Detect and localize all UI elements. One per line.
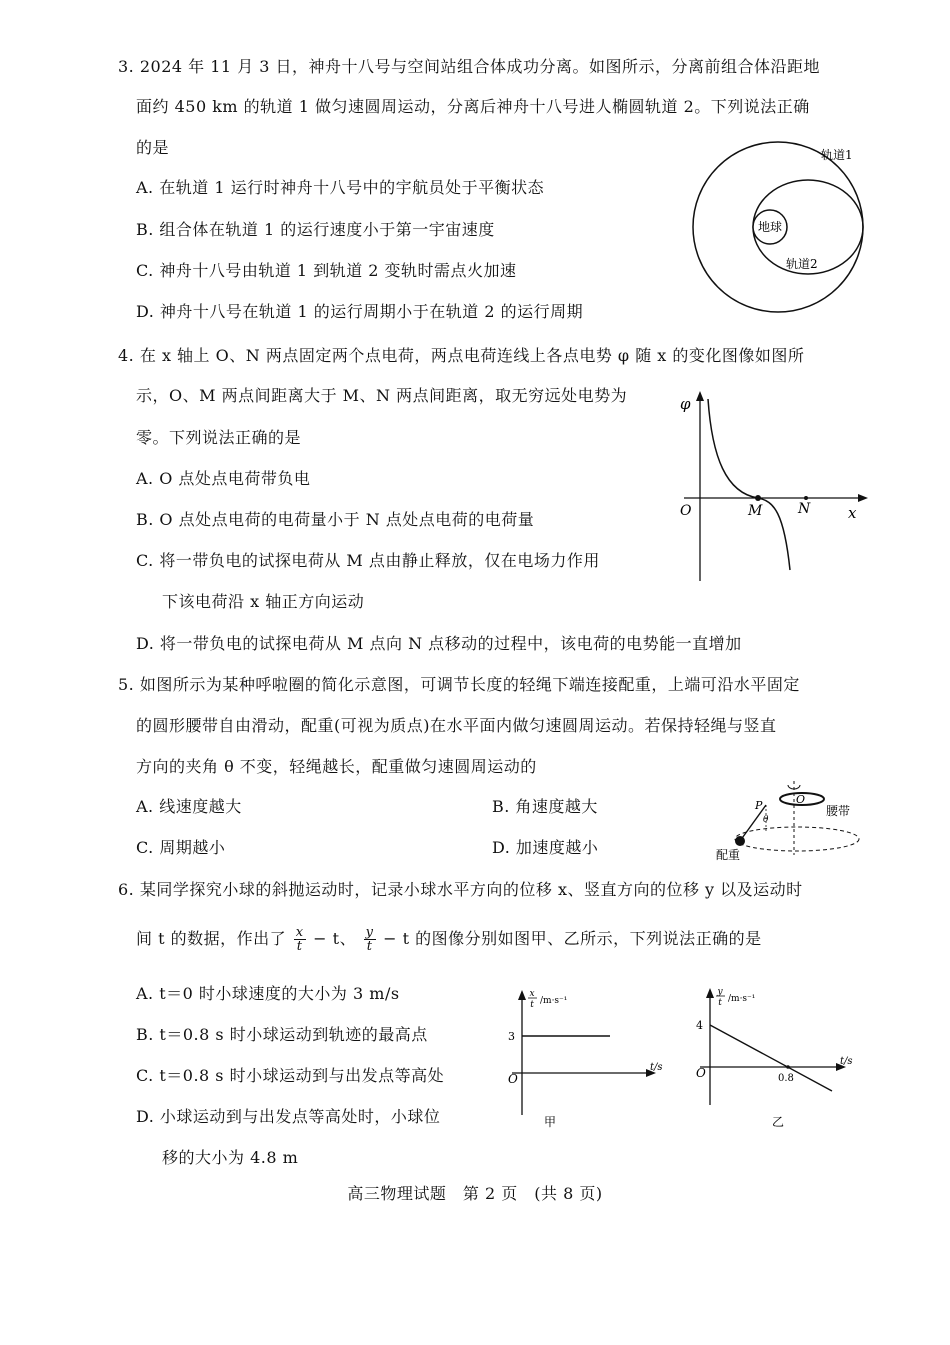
yi-series-line — [710, 1025, 832, 1091]
fraction-y-over-t — [364, 926, 376, 953]
frac2-num: y — [365, 925, 374, 940]
phi-axis-arrow — [696, 391, 704, 401]
q6-line1: 6. 某同学探究小球的斜抛运动时，记录小球水平方向的位移 x、竖直方向的位移 y 以及运动时 — [118, 880, 803, 899]
graph-jia — [500, 980, 680, 1130]
yi-title: 乙 — [772, 1115, 785, 1129]
point-m — [755, 495, 761, 501]
yi-ylabel-den: t — [718, 998, 722, 1008]
q5-line3: 方向的夹角 θ 不变，轻绳越长，配重做匀速圆周运动的 — [136, 757, 537, 776]
orbit-diagram — [690, 135, 880, 315]
yi-t-label: t/s — [840, 1056, 853, 1067]
yi-y-arrow — [706, 988, 714, 998]
q6-option-c: C. t＝0.8 s 时小球运动到与出发点等高处 — [136, 1066, 445, 1085]
x-label: x — [848, 504, 857, 522]
q4-option-b: B. O 点处点电荷的电荷量小于 N 点处点电荷的电荷量 — [136, 510, 535, 529]
q4-option-c-line1: C. 将一带负电的试探电荷从 M 点由静止释放，仅在电场力作用 — [136, 551, 600, 570]
fraction-x-over-t — [294, 926, 306, 953]
theta-label: θ — [763, 815, 769, 825]
page-footer: 高三物理试题 第 2 页 (共 8 页) — [347, 1184, 603, 1203]
q5-line1: 5. 如图所示为某种呼啦圈的简化示意图，可调节长度的轻绳下端连接配重，上端可沿水平固定 — [118, 675, 800, 694]
jia-yunit: /m·s⁻¹ — [540, 996, 568, 1006]
q5-option-a: A. 线速度越大 — [136, 797, 242, 816]
q4-line2: 示，O、M 两点间距离大于 M、N 两点间距离，取无穷远处电势为 — [136, 386, 628, 405]
q3-option-a: A. 在轨道 1 运行时神舟十八号中的宇航员处于平衡状态 — [136, 178, 545, 197]
q4-option-c-line2: 下该电荷沿 x 轴正方向运动 — [162, 592, 365, 611]
weight-circle-path — [735, 827, 859, 851]
q6-option-d-line2: 移的大小为 4.8 m — [162, 1148, 299, 1167]
q6-option-d-line1: D. 小球运动到与出发点等高处时，小球位 — [136, 1107, 441, 1126]
potential-graph — [672, 385, 872, 585]
yi-zero-crossing — [786, 1065, 790, 1069]
jia-ylabel-num: x — [529, 989, 535, 999]
q6-line2 — [136, 926, 762, 953]
x-axis-arrow — [858, 494, 868, 502]
phi-label: φ — [680, 395, 691, 413]
q4-option-a: A. O 点处点电荷带负电 — [136, 469, 311, 488]
frac1-den: t — [296, 939, 303, 954]
earth-label: 地球 — [757, 220, 783, 234]
jia-origin: O — [508, 1072, 518, 1086]
q6-line2-post: − t 的图像分别如图甲、乙所示，下列说法正确的是 — [383, 929, 762, 948]
jia-value-3: 3 — [508, 1030, 515, 1043]
q3-line2: 面约 450 km 的轨道 1 做匀速圆周运动，分离后神舟十八号进人椭圆轨道 2。下列说法正确 — [136, 97, 810, 116]
yi-yunit: /m·s⁻¹ — [728, 994, 756, 1004]
q3-line1: 3. 2024 年 11 月 3 日，神舟十八号与空间站组合体成功分离。如图所示，分离前组合体沿距地 — [118, 57, 821, 76]
jia-ylabel-den: t — [530, 1000, 534, 1010]
frac1-num: x — [295, 925, 304, 940]
q4-line3: 零。下列说法正确的是 — [136, 428, 302, 447]
yi-origin: O — [696, 1066, 706, 1080]
o-label: O — [796, 793, 806, 806]
jia-y-arrow — [518, 990, 526, 1000]
q5-option-c: C. 周期越小 — [136, 838, 226, 857]
q6-line2-pre: 间 t 的数据，作出了 — [136, 929, 287, 948]
n-label: N — [798, 501, 811, 517]
q4-line1: 4. 在 x 轴上 O、N 两点固定两个点电荷，两点电荷连线上各点电势 φ 随 x 的变化图像如图所 — [118, 346, 805, 365]
q5-option-d: D. 加速度越小 — [492, 838, 599, 857]
q6-line2-mid: − t、 — [313, 929, 357, 948]
weight-label: 配重 — [716, 848, 741, 862]
q5-line2: 的圆形腰带自由滑动，配重(可视为质点)在水平面内做匀速圆周运动。若保持轻绳与竖直 — [136, 716, 777, 735]
q3-line3: 的是 — [136, 138, 170, 157]
potential-curve — [708, 399, 790, 570]
hula-hoop-diagram — [712, 775, 872, 865]
q6-option-b: B. t＝0.8 s 时小球运动到轨迹的最高点 — [136, 1025, 428, 1044]
yi-ylabel-num: y — [717, 987, 723, 997]
orbit-1-label: 轨道1 — [821, 148, 853, 162]
graph-yi — [690, 980, 870, 1130]
q5-option-b: B. 角速度越大 — [492, 797, 598, 816]
q3-option-d: D. 神舟十八号在轨道 1 的运行周期小于在轨道 2 的运行周期 — [136, 302, 584, 321]
frac2-den: t — [366, 939, 373, 954]
q6-option-a: A. t＝0 时小球速度的大小为 3 m/s — [136, 984, 400, 1003]
jia-title: 甲 — [544, 1115, 557, 1129]
q4-option-d: D. 将一带负电的试探电荷从 M 点向 N 点移动的过程中，该电荷的电势能一直增加 — [136, 634, 742, 653]
jia-t-label: t/s — [650, 1062, 663, 1073]
m-label: M — [748, 503, 763, 519]
orbit-2-label: 轨道2 — [786, 257, 818, 271]
yi-value-4: 4 — [696, 1019, 703, 1032]
q3-option-c: C. 神舟十八号由轨道 1 到轨道 2 变轨时需点火加速 — [136, 261, 517, 280]
yi-tick-08: 0.8 — [778, 1073, 794, 1084]
origin-label: O — [680, 503, 692, 519]
p-label: P — [755, 799, 763, 812]
belt-label: 腰带 — [826, 804, 851, 818]
point-n — [804, 496, 808, 500]
q3-option-b: B. 组合体在轨道 1 的运行速度小于第一宇宙速度 — [136, 220, 495, 239]
counterweight — [735, 836, 745, 846]
